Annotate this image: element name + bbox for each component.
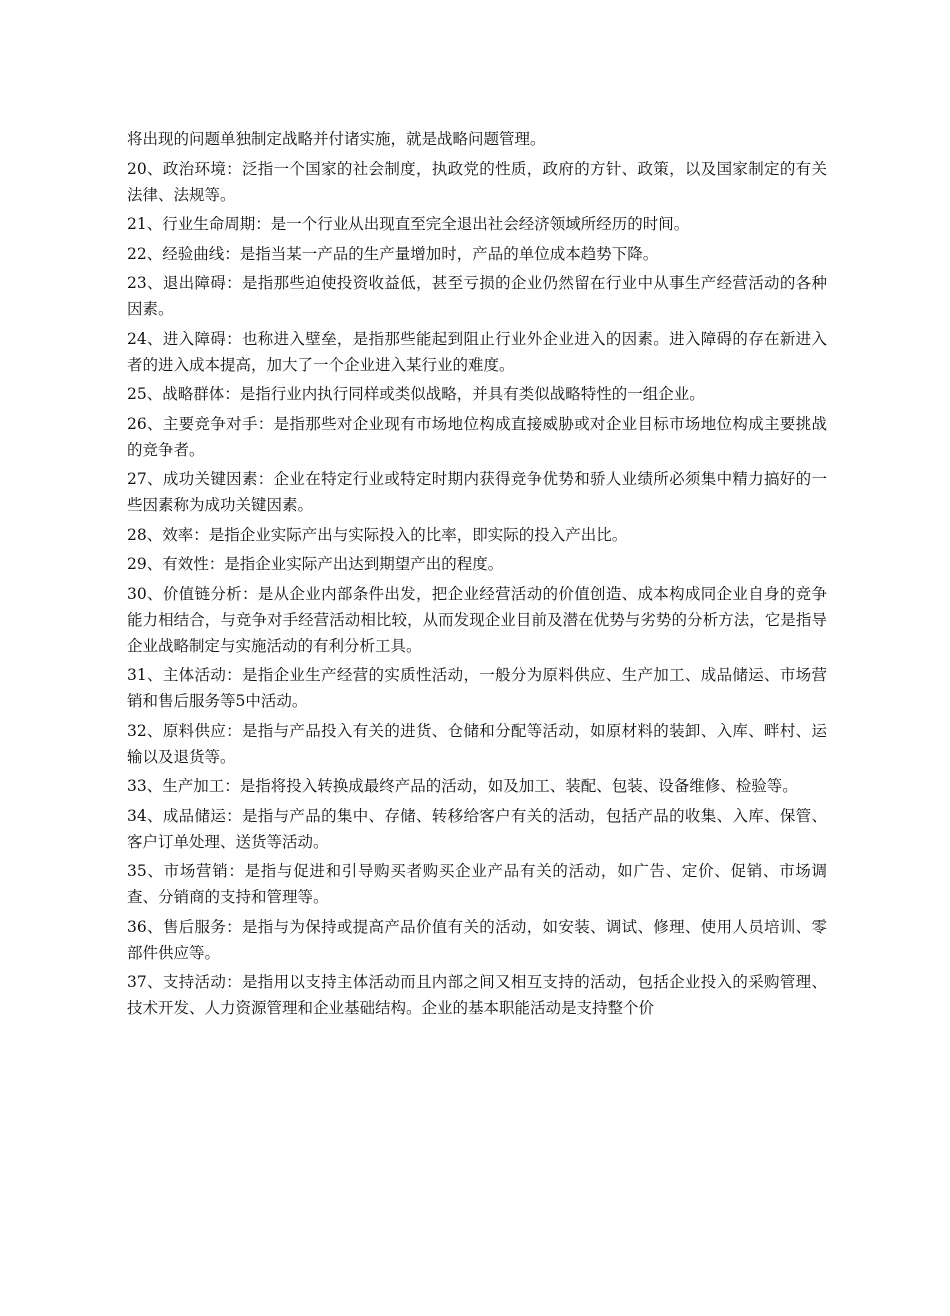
paragraph-term-26: 26、主要竞争对手：是指那些对企业现有市场地位构成直接威胁或对企业目标市场地位构成主要挑战的竞争者。 [127, 414, 827, 459]
paragraph-term-33: 33、生产加工：是指将投入转换成最终产品的活动，如及加工、装配、包装、设备维修、检验等。 [127, 777, 798, 795]
paragraph-continuation: 将出现的问题单独制定战略并付诸实施，就是战略问题管理。 [127, 130, 546, 148]
paragraph-term-35: 35、市场营销：是指与促进和引导购买者购买企业产品有关的活动，如广告、定价、促销、市场调查、分销商的支持和管理等。 [127, 862, 827, 906]
paragraph-term-36: 36、售后服务：是指与为保持或提高产品价值有关的活动，如安装、调试、修理、使用人员培训、零部件供应等。 [127, 917, 827, 962]
paragraph-term-22: 22、经验曲线：是指当某一产品的生产量增加时，产品的单位成本趋势下降。 [127, 244, 659, 263]
paragraph-term-24: 24、进入障碍：也称进入壁垒，是指那些能起到阻止行业外企业进入的因素。进入障碍的存在新进入者的进入成本提高，加大了一个企业进入某行业的难度。 [127, 329, 827, 374]
paragraph-term-31: 31、主体活动：是指企业生产经营的实质性活动，一般分为原料供应、生产加工、成品储运、市场营销和售后服务等5中活动。 [127, 666, 827, 710]
paragraph-term-20: 20、政治环境：泛指一个国家的社会制度，执政党的性质，政府的方针、政策，以及国家制定的有关法律、法规等。 [127, 159, 827, 204]
paragraph-term-23: 23、退出障碍：是指那些迫使投资收益低，甚至亏损的企业仍然留在行业中从事生产经营活动的各种因素。 [127, 274, 827, 318]
paragraph-term-29: 29、有效性：是指企业实际产出达到期望产出的程度。 [127, 555, 504, 573]
paragraph-term-27: 27、成功关键因素：企业在特定行业或特定时期内获得竞争优势和骄人业绩所必须集中精力搞好的一些因素称为成功关键因素。 [127, 470, 827, 514]
paragraph-term-25: 25、战略群体：是指行业内执行同样或类似战略，并具有类似战略特性的一组企业。 [127, 385, 705, 403]
paragraph-term-28: 28、效率：是指企业实际产出与实际投入的比率，即实际的投入产出比。 [127, 525, 628, 544]
paragraph-term-34: 34、成品储运：是指与产品的集中、存储、转移给客户有关的活动，包括产品的收集、入库、保管、客户订单处理、送货等活动。 [127, 806, 827, 851]
paragraph-term-30: 30、价值链分析：是从企业内部条件出发，把企业经营活动的价值创造、成本构成同企业自身的竞争能力相结合，与竞争对手经营活动相比较，从而发现企业目前及潜在优势与劣势的分析方法，它是指导企业战略制定与实施活动的有利分析工具。 [127, 584, 827, 655]
paragraph-term-32: 32、原料供应：是指与产品投入有关的进货、仓储和分配等活动，如原材料的装卸、入库、畔村、运输以及退货等。 [127, 721, 827, 766]
document-body [127, 126, 827, 1025]
paragraph-term-37: 37、支持活动：是指用以支持主体活动而且内部之间又相互支持的活动，包括企业投入的采购管理、技术开发、人力资源管理和企业基础结构。企业的基本职能活动是支持整个价 [127, 973, 827, 1017]
paragraph-term-21: 21、行业生命周期：是一个行业从出现直至完全退出社会经济领域所经历的时间。 [127, 215, 690, 233]
